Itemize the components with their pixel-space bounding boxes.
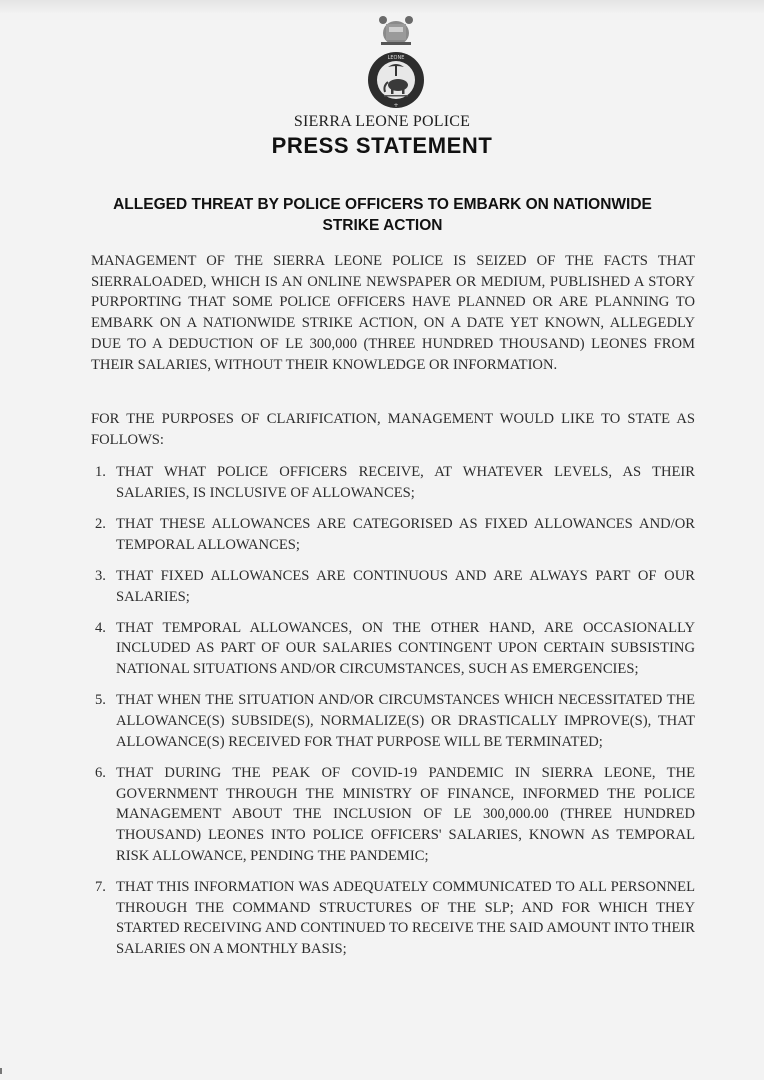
scan-top-shadow bbox=[0, 0, 764, 14]
police-seal-icon bbox=[368, 52, 424, 109]
item-number: 4. bbox=[95, 619, 106, 636]
item-text: THAT WHAT POLICE OFFICERS RECEIVE, AT WHATEVER LEVELS, AS THEIR SALARIES, IS INCLUSIVE OF ALLOWANCES; bbox=[116, 464, 695, 501]
item-text: THAT TEMPORAL ALLOWANCES, ON THE OTHER HAND, ARE OCCASIONALLY INCLUDED AS PART OF OUR SALARIES CONTINGENT UPON CERTAIN SUBSISTING NATIONAL SITUATIONS AND/OR CIRCUMSTANCES, SUCH AS EMERGENCIES; bbox=[116, 619, 695, 678]
item-text: THAT THIS INFORMATION WAS ADEQUATELY COMMUNICATED TO ALL PERSONNEL THROUGH THE COMMAND STRUCTURES OF THE SLP; AND FOR WHICH THEY STARTED RECEIVING AND CONTINUED TO RECEIVE THE SAID AMOUNT INTO THEIR SALARIES ON A MONTHLY BASIS; bbox=[116, 878, 695, 958]
list-item bbox=[95, 566, 695, 607]
svg-text:LEONE: LEONE bbox=[387, 55, 405, 61]
item-number: 5. bbox=[95, 692, 106, 709]
clarification-paragraph: FOR THE PURPOSES OF CLARIFICATION, MANAGEMENT WOULD LIKE TO STATE AS FOLLOWS: bbox=[91, 411, 695, 448]
scan-artifact bbox=[0, 1068, 2, 1074]
svg-text:+: + bbox=[393, 102, 399, 109]
document-type-title: PRESS STATEMENT bbox=[271, 133, 493, 158]
numbered-points-list bbox=[95, 462, 695, 970]
item-number: 6. bbox=[95, 764, 106, 781]
list-item bbox=[95, 618, 695, 680]
item-number: 1. bbox=[95, 464, 106, 480]
item-text: THAT FIXED ALLOWANCES ARE CONTINUOUS AND ARE ALWAYS PART OF OUR SALARIES; bbox=[116, 567, 695, 605]
item-number: 3. bbox=[95, 567, 106, 584]
statement-headline: ALLEGED THREAT BY POLICE OFFICERS TO EMBARK ON NATIONWIDE STRIKE ACTION bbox=[113, 196, 652, 234]
organization-name: SIERRA LEONE POLICE bbox=[293, 113, 471, 130]
item-number: 7. bbox=[95, 878, 106, 895]
item-number: 2. bbox=[95, 515, 106, 532]
intro-paragraph: MANAGEMENT OF THE SIERRA LEONE POLICE IS SEIZED OF THE FACTS THAT SIERRALOADED, WHICH IS AN ONLINE NEWSPAPER OR MEDIUM, PUBLISHED A STORY PURPORTING THAT SOME POLICE OFFICERS HAVE PLANNED OR ARE PLANNING TO EMBARK ON A NATIONWIDE STRIKE ACTION, ON A DATE YET KNOWN, ALLEGEDLY DUE TO A DEDUCTION OF LE 300,000 (THREE HUNDRED THOUSAND) LEONES FROM THEIR SALARIES, WITHOUT THEIR KNOWLEDGE OR INFORMATION. bbox=[91, 253, 695, 373]
list-item bbox=[95, 514, 695, 555]
list-item bbox=[95, 763, 695, 867]
list-item bbox=[95, 462, 695, 503]
police-crest-logo bbox=[356, 14, 436, 112]
item-text: THAT WHEN THE SITUATION AND/OR CIRCUMSTANCES WHICH NECESSITATED THE ALLOWANCE(S) SUBSIDE(S), NORMALIZE(S) OR DRASTICALLY IMPROVE(S), THAT ALLOWANCE(S) RECEIVED FOR THAT PURPOSE WILL BE TERMINATED; bbox=[116, 692, 695, 750]
coat-of-arms-icon bbox=[379, 16, 413, 45]
item-text: THAT THESE ALLOWANCES ARE CATEGORISED AS FIXED ALLOWANCES AND/OR TEMPORAL ALLOWANCES; bbox=[116, 515, 695, 553]
list-item bbox=[95, 690, 695, 752]
item-text: THAT DURING THE PEAK OF COVID-19 PANDEMIC IN SIERRA LEONE, THE GOVERNMENT THROUGH THE MINISTRY OF FINANCE, INFORMED THE POLICE MANAGEMENT ABOUT THE INCLUSION OF LE 300,000.00 (THREE HUNDRED THOUSAND) LEONES INTO POLICE OFFICERS' SALARIES, KNOWN AS TEMPORAL RISK ALLOWANCE, PENDING THE PANDEMIC; bbox=[116, 764, 695, 864]
list-item bbox=[95, 877, 695, 960]
